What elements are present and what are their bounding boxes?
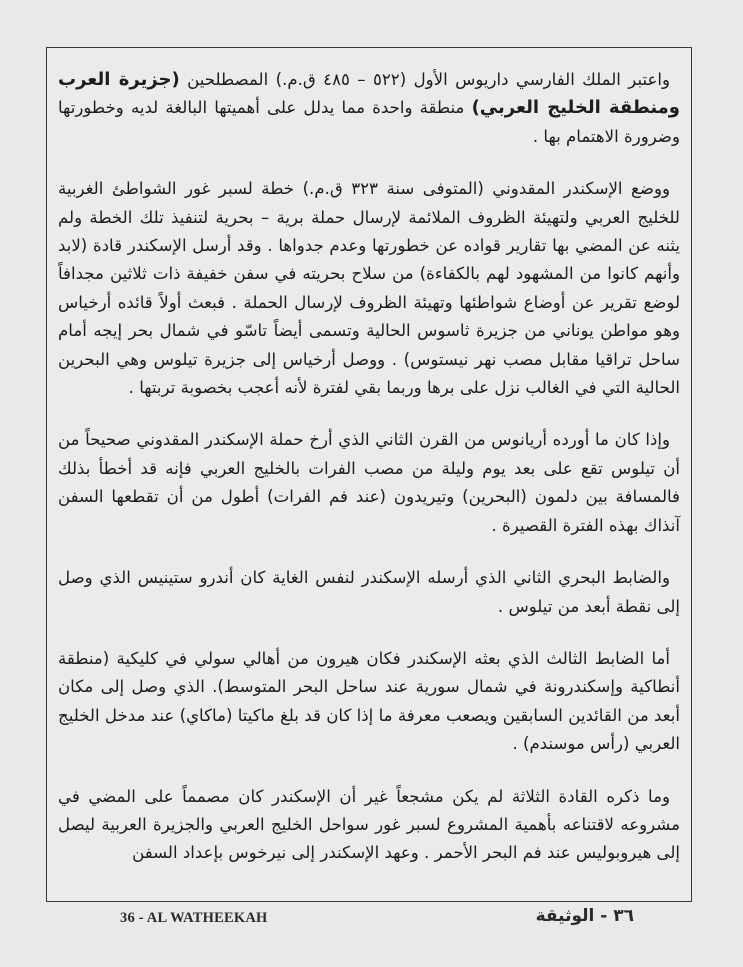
footer-page-number-latin: 36 - AL WATHEEKAH xyxy=(120,910,268,926)
paragraph-1-bold-terms: (جزيرة العرب ومنطقة الخليج العربي) xyxy=(58,69,680,119)
footer-page-number-arabic: ٣٦ - الوثيقة xyxy=(535,906,634,926)
paragraph-3: وإذا كان ما أورده أريانوس من القرن الثاني الذي أرخ حملة الإسكندر المقدوني صحيحاً من أن تيلوس تقع على بعد يوم وليلة من مصب الفرات بالخليج العربي فإنه قد أخطأ بذلك فالمسافة بين دلمون (البحرين) وتيريدون (عند فم الفرات) أطول من أن تقطعها السفن آنذاك بهذه الفترة القصيرة . xyxy=(58,430,680,535)
article-body xyxy=(58,66,680,892)
page-footer xyxy=(46,902,692,934)
paragraph-1-text-start: واعتبر الملك الفارسي داريوس الأول (٥٢٢ – ٤٨٥ ق.م.) المصطلحين xyxy=(179,70,670,89)
paragraph-5: أما الضابط الثالث الذي بعثه الإسكندر فكان هيرون من أهالي سولي في كليكية (منطقة أنطاكية وإسكندرونة في شمال سورية عند ساحل البحر المتوسط). الذي وصل إلى مكان أبعد من القائدين السابقين ويصعب معرفة ما إذا كان قد بلغ ماكيتا (ماكاي) عند مدخل الخليج العربي (رأس موسندم) . xyxy=(58,648,680,754)
paragraph-1-text-end: منطقة واحدة مما يدلل على أهميتها البالغة لديه وخطورتها وضرورة الاهتمام بها . xyxy=(58,98,680,146)
paragraph-2: ووضع الإسكندر المقدوني (المتوفى سنة ٣٢٣ ق.م.) خطة لسبر غور الشواطئ الغربية للخليج العربي ولتهيئة الظروف الملائمة لإرسال حملة برية – بحرية لتنفيذ تلك الخطة ولم يثنه عن المضي بها تقارير قواده عن خطورتها وعدم جدواها . وقد أرسل الإسكندر قادة (لابد وأنهم كانوا من المشهود لهم بالكفاءة) من سلاح بحريته في سفن خفيفة ذات ثلاثين مجدافاً لوضع تقرير عن أوضاع شواطئها وتهيئة الظروف لإرسال الحملة . فبعث أولاً قائده أرخياس وهو مواطن يوناني من جزيرة ثاسوس الحالية وتسمى أيضاً تاسّو في شمال بحر إيجه أمام ساحل تراقيا مقابل مصب نهر نيستوس) . ووصل أرخياس إلى جزيرة تيلوس وهي البحرين الحالية التي في الغالب نزل على برها وربما بقي لفترة لأنه أعجب بخصوبة تربتها . xyxy=(58,179,680,398)
paragraph-1 xyxy=(58,66,680,151)
paragraph-6: وما ذكره القادة الثلاثة لم يكن مشجعاً غير أن الإسكندر كان مصمماً على المضي في مشروعه لاقتناعه بأهمية المشروع لسبر غور سواحل الخليج العربي والجزيرة العربية ليصل إلى هيروبوليس عند فم البحر الأحمر . وعهد الإسكندر إلى نيرخوس بإعداد السفن xyxy=(58,786,680,863)
paragraph-4: والضابط البحري الثاني الذي أرسله الإسكندر لنفس الغاية كان أندرو ستينيس الذي وصل إلى نقطة أبعد من تيلوس . xyxy=(58,568,680,616)
